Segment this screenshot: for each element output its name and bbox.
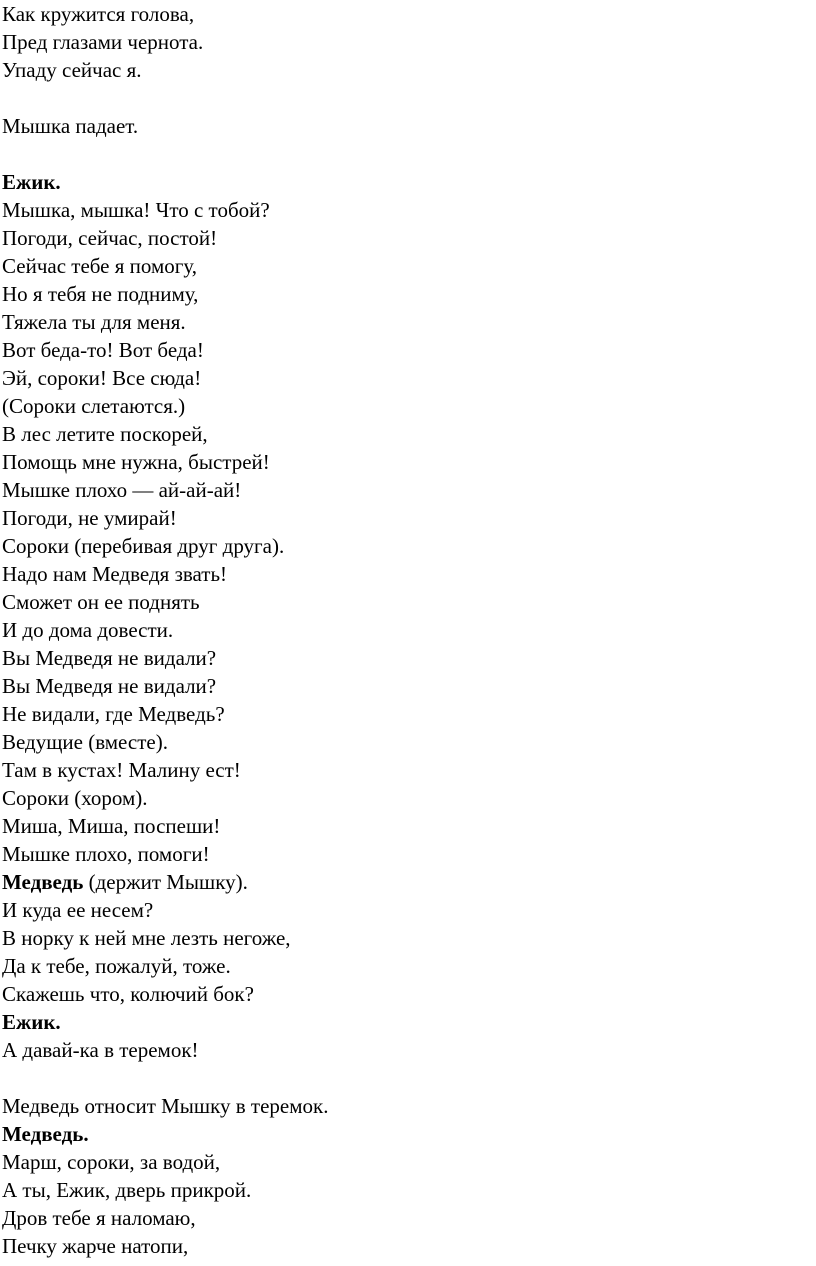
text-line xyxy=(2,252,816,280)
text-line xyxy=(2,1176,816,1204)
line-text: И до дома довести. xyxy=(2,618,174,642)
line-text: Сможет он ее поднять xyxy=(2,590,200,614)
line-text: Да к тебе, пожалуй, тоже. xyxy=(2,954,231,978)
text-line xyxy=(2,476,816,504)
text-line xyxy=(2,1036,816,1064)
line-text: Миша, Миша, поспеши! xyxy=(2,814,221,838)
text-line xyxy=(2,560,816,588)
line-text: Дров тебе я наломаю, xyxy=(2,1206,196,1230)
line-text: Вы Медведя не видали? xyxy=(2,674,217,698)
text-line xyxy=(2,1232,816,1260)
text-line xyxy=(2,280,816,308)
text-line xyxy=(2,504,816,532)
line-text: Мышка падает. xyxy=(2,114,139,138)
text-line xyxy=(2,168,816,196)
text-line xyxy=(2,196,816,224)
line-text: Вы Медведя не видали? xyxy=(2,646,217,670)
text-line xyxy=(2,1204,816,1232)
text-line xyxy=(2,952,816,980)
line-text: Но я тебя не подниму, xyxy=(2,282,199,306)
line-text: Не видали, где Медведь? xyxy=(2,702,225,726)
line-text: Как кружится голова, xyxy=(2,2,195,26)
speaker-name: Ежик. xyxy=(2,170,61,194)
line-text: В норку к ней мне лезть негоже, xyxy=(2,926,291,950)
text-line xyxy=(2,532,816,560)
text-line xyxy=(2,392,816,420)
text-line xyxy=(2,868,816,896)
line-text: И куда ее несем? xyxy=(2,898,154,922)
text-line xyxy=(2,896,816,924)
line-text: Эй, сороки! Все сюда! xyxy=(2,366,202,390)
line-text: Пред глазами чернота. xyxy=(2,30,204,54)
text-line xyxy=(2,308,816,336)
text-line xyxy=(2,588,816,616)
text-line xyxy=(2,840,816,868)
text-line xyxy=(2,1120,816,1148)
line-text: Скажешь что, колючий бок? xyxy=(2,982,254,1006)
line-text: Мышке плохо, помоги! xyxy=(2,842,210,866)
line-text: А давай-ка в теремок! xyxy=(2,1038,199,1062)
blank-line xyxy=(2,1064,816,1092)
line-text: (Сороки слетаются.) xyxy=(2,394,186,418)
line-text: Мышке плохо — ай-ай-ай! xyxy=(2,478,242,502)
line-text: А ты, Ежик, дверь прикрой. xyxy=(2,1178,252,1202)
line-text: Надо нам Медведя звать! xyxy=(2,562,228,586)
text-line xyxy=(2,112,816,140)
text-line xyxy=(2,448,816,476)
line-text: Вот беда-то! Вот беда! xyxy=(2,338,204,362)
line-text: Марш, сороки, за водой, xyxy=(2,1150,221,1174)
line-text: В лес летите поскорей, xyxy=(2,422,208,446)
text-line xyxy=(2,644,816,672)
line-text: Помощь мне нужна, быстрей! xyxy=(2,450,270,474)
line-text: Мышка, мышка! Что с тобой? xyxy=(2,198,270,222)
line-text: Ведущие (вместе). xyxy=(2,730,168,754)
line-text: Там в кустах! Малину ест! xyxy=(2,758,241,782)
text-line xyxy=(2,980,816,1008)
text-line xyxy=(2,1008,816,1036)
line-text: Сейчас тебе я помогу, xyxy=(2,254,198,278)
text-line xyxy=(2,0,816,28)
text-line xyxy=(2,812,816,840)
text-line xyxy=(2,756,816,784)
text-line xyxy=(2,700,816,728)
text-line xyxy=(2,420,816,448)
line-text: Сороки (хором). xyxy=(2,786,148,810)
line-text: Тяжела ты для меня. xyxy=(2,310,186,334)
blank-line xyxy=(2,84,816,112)
line-text: Медведь относит Мышку в теремок. xyxy=(2,1094,329,1118)
speaker-name: Ежик. xyxy=(2,1010,61,1034)
line-text: Упаду сейчас я. xyxy=(2,58,142,82)
text-line xyxy=(2,28,816,56)
text-line xyxy=(2,364,816,392)
line-text: Печку жарче натопи, xyxy=(2,1234,189,1258)
text-line xyxy=(2,56,816,84)
text-line xyxy=(2,924,816,952)
line-text: Погоди, не умирай! xyxy=(2,506,177,530)
text-line xyxy=(2,616,816,644)
text-line xyxy=(2,1148,816,1176)
text-line xyxy=(2,784,816,812)
text-line xyxy=(2,672,816,700)
blank-line xyxy=(2,140,816,168)
text-line xyxy=(2,728,816,756)
text-line xyxy=(2,336,816,364)
speaker-name: Медведь xyxy=(2,870,84,894)
line-text: Сороки (перебивая друг друга). xyxy=(2,534,285,558)
speaker-name: Медведь. xyxy=(2,1122,89,1146)
line-text: (держит Мышку). xyxy=(83,870,248,894)
text-line xyxy=(2,1092,816,1120)
text-line xyxy=(2,224,816,252)
line-text: Погоди, сейчас, постой! xyxy=(2,226,218,250)
